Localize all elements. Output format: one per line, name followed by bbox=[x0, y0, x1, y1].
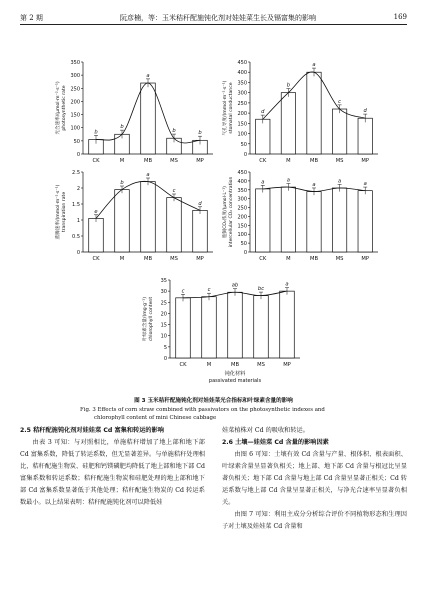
significance-letter: c bbox=[207, 287, 211, 294]
significance-letter: a bbox=[261, 179, 265, 186]
significance-letter: a bbox=[363, 181, 367, 188]
x-tick-label: CK bbox=[259, 256, 267, 262]
y-tick-label: 15 bbox=[160, 322, 167, 329]
x-tick-label: MS bbox=[170, 256, 178, 262]
significance-letter: a bbox=[286, 177, 290, 184]
significance-letter: b bbox=[94, 129, 98, 136]
significance-letter: a bbox=[312, 181, 316, 188]
x-tick-label: MB bbox=[309, 256, 319, 262]
y-tick-label: 35 bbox=[160, 278, 167, 284]
x-tick-label: MB bbox=[143, 158, 153, 164]
significance-letter: b bbox=[120, 180, 124, 186]
running-title: 阮彦楠，等：玉米秸秆配施钝化剂对娃娃菜生长及镉富集的影响 bbox=[120, 14, 316, 22]
bar-ck bbox=[89, 218, 104, 252]
y-tick-label: 5 bbox=[163, 344, 167, 351]
y-tick-label: 25 bbox=[160, 300, 167, 307]
significance-letter: a bbox=[285, 281, 289, 288]
y-tick-label: 200 bbox=[237, 111, 247, 118]
y-tick-label: 300 bbox=[237, 196, 247, 203]
bar-ck bbox=[256, 119, 270, 154]
bar-mp bbox=[280, 291, 295, 358]
y-tick-label: 350 bbox=[237, 80, 247, 87]
significance-letter: d bbox=[363, 108, 367, 115]
bar-ms bbox=[332, 188, 346, 252]
figure-caption-en bbox=[80, 406, 387, 422]
bar-mb bbox=[141, 83, 156, 154]
x-tick-label: M bbox=[119, 158, 125, 164]
x-tick-label: CK bbox=[179, 362, 187, 368]
significance-letter: b bbox=[286, 82, 291, 89]
left-column bbox=[20, 425, 205, 509]
x-tick-label: MS bbox=[335, 158, 344, 164]
y-tick-label: 20 bbox=[160, 311, 167, 318]
y-tick-label: 0 bbox=[76, 250, 80, 256]
significance-letter: bc bbox=[257, 286, 265, 293]
significance-letter: c bbox=[181, 288, 185, 295]
x-tick-label: M bbox=[286, 158, 291, 164]
y-axis-label-en: stomatal conductance bbox=[229, 82, 234, 134]
y-axis-label-en: intercellular CO₂ concentration bbox=[229, 176, 234, 248]
x-tick-label: MB bbox=[309, 158, 319, 164]
x-tick-label: CK bbox=[92, 256, 100, 262]
y-axis-label-en: photosynthetic rate bbox=[62, 85, 67, 131]
y-tick-label: 1.5 bbox=[72, 202, 80, 208]
significance-letter: c bbox=[172, 188, 176, 194]
bar-mb bbox=[307, 192, 321, 252]
paragraph-2-5-end: 娃菜植株对 Cd 的吸收和转运。 bbox=[222, 427, 309, 434]
significance-letter: a bbox=[312, 62, 316, 69]
x-tick-label: CK bbox=[92, 158, 100, 164]
y-tick-label: 400 bbox=[237, 178, 247, 185]
y-tick-label: 2 bbox=[76, 186, 80, 192]
x-tick-label: MS bbox=[170, 158, 178, 164]
x-tick-label: MP bbox=[283, 362, 291, 368]
y-tick-label: 250 bbox=[237, 100, 247, 107]
y-axis-label: 蒸腾速率/(mmol·m⁻²·s⁻¹) bbox=[56, 184, 61, 240]
y-tick-label: 200 bbox=[70, 99, 80, 106]
page-number: 169 bbox=[393, 13, 407, 21]
y-tick-label: 450 bbox=[237, 170, 247, 176]
y-tick-label: 0 bbox=[76, 152, 80, 158]
x-tick-label: M bbox=[206, 362, 212, 368]
y-axis-label: 光合速率/(μmol·m⁻²·s⁻¹) bbox=[56, 81, 61, 135]
bar-m bbox=[202, 297, 217, 358]
significance-letter: a bbox=[146, 72, 150, 79]
y-axis-label: 胞间CO₂浓度/(μmol·L⁻¹) bbox=[223, 186, 228, 238]
y-tick-label: 0 bbox=[163, 356, 167, 362]
y-tick-label: 300 bbox=[237, 90, 247, 97]
x-tick-label: MS bbox=[335, 256, 344, 262]
y-tick-label: 400 bbox=[237, 70, 247, 77]
x-tick-label: MB bbox=[143, 256, 153, 262]
x-tick-label: MP bbox=[361, 256, 370, 262]
y-tick-label: 250 bbox=[70, 86, 80, 93]
bar-ck bbox=[176, 298, 191, 358]
x-tick-label: MP bbox=[196, 256, 204, 262]
bar-mb bbox=[228, 292, 243, 358]
bar-m bbox=[281, 93, 295, 154]
significance-letter: a bbox=[338, 178, 342, 185]
section-heading-2-5: 2.5 秸秆配施钝化剂对娃娃菜 Cd 富集和转运的影响 bbox=[20, 427, 164, 434]
x-axis-label-en: passivated materials bbox=[208, 378, 262, 384]
y-tick-label: 1 bbox=[76, 218, 80, 224]
x-tick-label: CK bbox=[259, 158, 267, 164]
y-tick-label: 2.5 bbox=[72, 170, 80, 176]
y-tick-label: 300 bbox=[70, 73, 80, 80]
figure-caption-en-line2: chlorophyll content of mini Chinese cabbage bbox=[94, 415, 217, 421]
y-tick-label: 100 bbox=[70, 125, 80, 132]
paragraph-2-5: 由表 3 可知：与对照相比，单施秸秆增加了地上部和地下部 Cd 富集系数，降低了转运系数，但无显著差异。与单施秸秆处理相比，秸秆配施生物炭、硅肥和钙镁磷肥均降低了地上部和地下部 Cd 富集系数和转运系数；秸秆配施生物炭和硅肥处理的地上部和地下部 Cd 富集系数显著低于其他处理；秸秆配施生物炭的 Cd 转运系数最小。以上结果表明：秸秆配施钝化剂可以降低娃 bbox=[20, 439, 205, 506]
y-tick-label: 250 bbox=[237, 205, 247, 212]
significance-letter: d bbox=[198, 200, 202, 207]
y-tick-label: 0 bbox=[243, 250, 247, 256]
y-tick-label: 150 bbox=[70, 112, 80, 119]
significance-letter: a bbox=[146, 172, 150, 178]
right-column bbox=[222, 425, 407, 533]
bar-mp bbox=[358, 191, 372, 252]
significance-letter: d bbox=[261, 109, 265, 116]
y-axis-label: 气孔导度/(mmol·m⁻²·s⁻¹) bbox=[223, 80, 228, 136]
bar-mb bbox=[307, 72, 321, 154]
y-tick-label: 30 bbox=[160, 289, 167, 296]
section-heading-2-6: 2.6 土壤—娃娃菜 Cd 含量的影响因素 bbox=[222, 439, 329, 446]
significance-letter: b bbox=[172, 128, 176, 135]
x-tick-label: MB bbox=[230, 362, 240, 368]
y-tick-label: 50 bbox=[240, 141, 247, 148]
bar-ms bbox=[332, 109, 346, 154]
y-tick-label: 100 bbox=[237, 232, 247, 239]
bar-ck bbox=[256, 189, 270, 252]
bar-m bbox=[281, 187, 295, 252]
y-axis-label-en: transpiration rate bbox=[62, 191, 67, 233]
figure-caption-en-line1: Fig. 3 Effects of corn straw combined with passivators on the photosynthetic indexes and bbox=[80, 407, 325, 413]
x-axis-label-zh: 钝化材料 bbox=[224, 371, 246, 377]
bar-mp bbox=[358, 118, 372, 154]
significance-letter: b bbox=[120, 124, 124, 131]
issue-number: 第 2 期 bbox=[20, 14, 43, 22]
y-tick-label: 10 bbox=[160, 333, 167, 340]
x-tick-label: M bbox=[286, 256, 291, 262]
x-tick-label: MP bbox=[196, 158, 204, 164]
y-tick-label: 50 bbox=[73, 138, 80, 145]
y-tick-label: 150 bbox=[237, 223, 247, 230]
y-tick-label: 0.5 bbox=[72, 234, 80, 240]
y-tick-label: 350 bbox=[70, 60, 80, 66]
y-tick-label: 0 bbox=[243, 152, 247, 158]
paragraph-2-6: 由图 6 可知：土壤有效 Cd 含量与产量、根体积、根表面积、叶绿素含量呈显著负相关；地上部、地下部 Cd 含量与根冠比呈显著负相关；地下部 Cd 含量与地上部 Cd 含量呈显著正相关；Cd 转运系数与地上部 Cd 含量呈显著正相关，与净光合速率呈显著负相关。 bbox=[222, 451, 407, 506]
significance-letter: c bbox=[338, 98, 342, 105]
y-axis-label: 叶绿素含量/(mg·g⁻¹) bbox=[143, 296, 148, 342]
x-tick-label: MP bbox=[361, 158, 370, 164]
bar-ms bbox=[167, 198, 182, 252]
bar-mb bbox=[141, 182, 156, 252]
y-tick-label: 200 bbox=[237, 214, 247, 221]
y-tick-label: 100 bbox=[237, 131, 247, 138]
y-tick-label: 150 bbox=[237, 121, 247, 128]
bar-mp bbox=[193, 210, 208, 252]
y-tick-label: 50 bbox=[240, 241, 247, 248]
significance-letter: ab bbox=[231, 282, 239, 289]
bar-ms bbox=[254, 296, 269, 358]
y-tick-label: 450 bbox=[237, 60, 247, 66]
bar-m bbox=[115, 190, 130, 252]
paragraph-2-6-b: 由图 7 可知：利用主成分分析综合评价不同植物形态和生理因子对土壤及娃娃菜 Cd 含量和 bbox=[222, 511, 407, 530]
x-tick-label: MS bbox=[257, 362, 265, 368]
significance-letter: e bbox=[94, 208, 98, 215]
y-axis-label-en: chlorophyll content bbox=[149, 296, 154, 342]
figure-caption-zh: 图 3 玉米秸秆配施钝化剂对娃娃菜光合指标和叶绿素含量的影响 bbox=[134, 398, 293, 404]
y-tick-label: 350 bbox=[237, 187, 247, 194]
significance-letter: b bbox=[198, 130, 202, 137]
x-tick-label: M bbox=[119, 256, 125, 262]
